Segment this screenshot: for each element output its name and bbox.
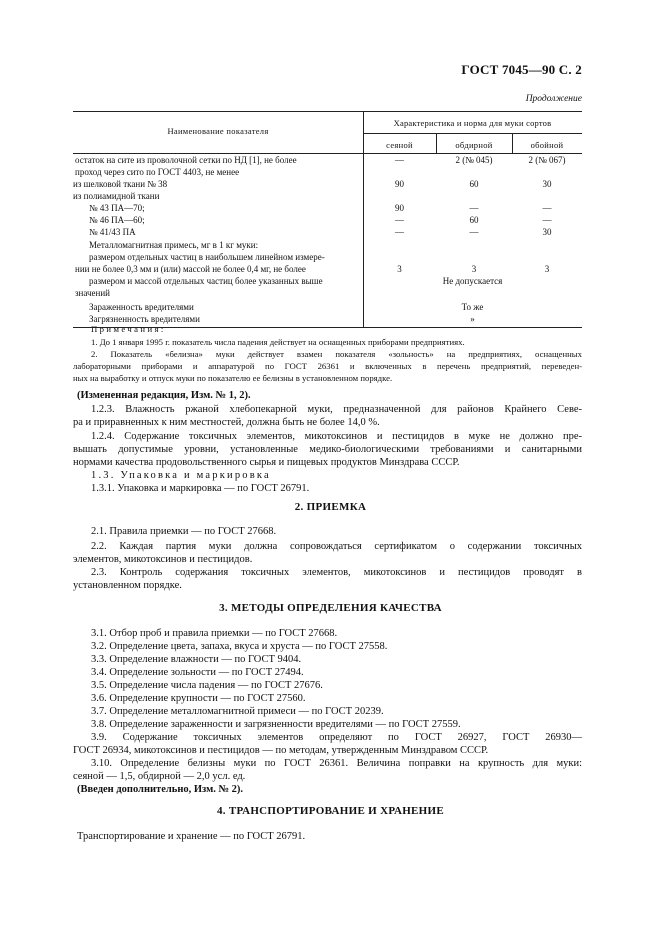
row-label: Зараженность вредителями — [89, 302, 194, 312]
table-divider — [363, 153, 364, 327]
table-row — [73, 166, 582, 178]
table-row — [73, 287, 582, 299]
para-3-10-line-1: 3.10. Определение белизны муки по ГОСТ 26361. Величина поправки на крупность для муки: — [91, 758, 582, 769]
para-3-6: 3.6. Определение крупности — по ГОСТ 27560. — [91, 693, 306, 704]
row-label: нии не более 0,3 мм и (или) массой не более 0,4 мг, не более — [75, 264, 306, 274]
cell-value: — — [395, 155, 404, 165]
para-1-2-3-line-1: 1.2.3. Влажность ржаной хлебопекарной муки, предназначенной для районов Крайнего Севе- — [91, 404, 582, 415]
para-3-8: 3.8. Определение зараженности и загрязненности вредителями — по ГОСТ 27559. — [91, 719, 461, 730]
row-label: № 43 ПА—70; — [89, 203, 145, 213]
cell-value: — — [542, 215, 552, 225]
cell-value: 90 — [395, 179, 404, 189]
page-header: ГОСТ 7045—90 С. 2 — [461, 62, 582, 77]
para-1-2-4-line-3: нормами качества продовольственного сырья и пищевых продуктов Минздрава СССР. — [73, 457, 460, 468]
column-header-oboynoy: обойной — [530, 140, 564, 150]
para-1-2-4-line-1: 1.2.4. Содержание токсичных элементов, микотоксинов и пестицидов в муке не должно пре- — [91, 431, 582, 442]
cell-value: 3 — [397, 264, 402, 274]
note-2-line-1: 2. Показатель «белизна» муки действует взамен показателя «зольность» на предприятиях, оснащенных — [91, 349, 582, 359]
cell-value: 30 — [542, 227, 552, 237]
cell-value: 3 — [471, 264, 477, 274]
para-3-1: 3.1. Отбор проб и правила приемки — по ГОСТ 27668. — [91, 628, 338, 639]
row-label: размером и массой отдельных частиц более указанных выше — [89, 276, 323, 286]
row-label: размером отдельных частиц в наибольшем линейном измере- — [89, 252, 325, 262]
subsection-1-3-title: 1.3. Упаковка и маркировка — [91, 470, 271, 481]
cell-value: 2 (№ 067) — [528, 155, 566, 165]
column-header-obdirnoy: обдирной — [455, 140, 493, 150]
cell-value: 60 — [469, 179, 479, 189]
para-3-4: 3.4. Определение зольности — по ГОСТ 27494. — [91, 667, 304, 678]
para-4: Транспортирование и хранение — по ГОСТ 26791. — [77, 831, 306, 842]
table-row — [73, 154, 582, 166]
para-3-5: 3.5. Определение числа падения — по ГОСТ 27676. — [91, 680, 323, 691]
table-row — [73, 190, 582, 202]
para-1-3-1: 1.3.1. Упаковка и маркировка — по ГОСТ 26791. — [91, 483, 310, 494]
row-label: № 41/43 ПА — [89, 227, 136, 237]
row-label: из полиамидной ткани — [73, 191, 160, 201]
row-label: Металломагнитная примесь, мг в 1 кг муки: — [89, 240, 259, 250]
section-4-heading: 4. ТРАНСПОРТИРОВАНИЕ И ХРАНЕНИЕ — [216, 805, 445, 817]
para-2-2-line-1: 2.2. Каждая партия муки должна сопровождаться сертификатом о содержании токсичных — [91, 541, 582, 552]
row-label: из шелковой ткани № 38 — [73, 179, 168, 189]
table-top-rule — [73, 111, 582, 112]
cell-value: 90 — [395, 203, 404, 213]
cell-value: 30 — [542, 179, 552, 189]
para-2-3-line-1: 2.3. Контроль содержания токсичных элементов, микотоксинов и пестицидов проводят в — [91, 567, 582, 578]
table-row — [73, 214, 582, 226]
para-3-2: 3.2. Определение цвета, запаха, вкуса и хруста — по ГОСТ 27558. — [91, 641, 388, 652]
note-2-line-3: ных на выработку и отпуск муки по показателю ее белизны в установленном порядке. — [73, 373, 393, 383]
cell-value: — — [395, 227, 404, 237]
edit-note-2: (Введен дополнительно, Изм. № 2). — [77, 784, 244, 795]
column-header-characteristic: Характеристика и норма для муки сортов — [393, 118, 552, 128]
cell-value: — — [395, 215, 404, 225]
table-row — [73, 239, 582, 251]
column-header-name: Наименование показателя — [167, 126, 269, 136]
para-3-9-line-1: 3.9. Содержание токсичных элементов определяют по ГОСТ 26927, ГОСТ 26930— — [91, 732, 582, 743]
table-sub-rule — [363, 133, 582, 134]
cell-value: 2 (№ 045) — [455, 155, 493, 165]
para-3-10-line-2: сеяной — 1,5, обдирной — 2,0 усл. ед. — [73, 771, 246, 782]
row-label: значений — [75, 288, 110, 298]
para-3-9-line-2: ГОСТ 26934, микотоксинов и пестицидов — по методам, утвержденным Минздравом СССР. — [73, 745, 489, 756]
notes-title: Примечания: — [91, 324, 166, 334]
cell-value-span: » — [470, 314, 475, 324]
table-row — [73, 178, 582, 190]
table-row — [73, 226, 582, 238]
table-row — [73, 301, 582, 313]
cell-value: — — [542, 203, 552, 213]
table-row — [73, 251, 582, 263]
column-header-seyanoy: сеяной — [386, 140, 413, 150]
continuation-label: Продолжение — [525, 94, 582, 104]
row-label: № 46 ПА—60; — [89, 215, 145, 225]
cell-value-span: Не допускается — [442, 276, 503, 286]
para-3-7: 3.7. Определение металломагнитной примеси — по ГОСТ 20239. — [91, 706, 384, 717]
para-2-1: 2.1. Правила приемки — по ГОСТ 27668. — [91, 526, 277, 537]
cell-value-span: То же — [461, 302, 484, 312]
cell-value: — — [469, 227, 479, 237]
para-2-3-line-2: установленном порядке. — [73, 580, 182, 591]
note-1: 1. До 1 января 1995 г. показатель числа падения действует на оснащенных приборами предприятиях. — [91, 337, 465, 347]
para-1-2-3-line-2: ра и приравненных к ним местностей, должна быть не более 14,0 %. — [73, 417, 380, 428]
row-label: проход через сито по ГОСТ 4403, не менее — [75, 167, 240, 177]
table-row — [73, 202, 582, 214]
row-label: Загрязненность вредителями — [89, 314, 200, 324]
section-2-heading: 2. ПРИЕМКА — [294, 501, 367, 513]
cell-value: 60 — [469, 215, 479, 225]
section-3-heading: 3. МЕТОДЫ ОПРЕДЕЛЕНИЯ КАЧЕСТВА — [219, 602, 442, 614]
table-row — [73, 263, 582, 275]
table-row — [73, 275, 582, 287]
para-2-2-line-2: элементов, микотоксинов и пестицидов. — [73, 554, 253, 565]
para-3-3: 3.3. Определение влажности — по ГОСТ 9404. — [91, 654, 302, 665]
note-2-line-2: лабораторными приборами и аппаратурой по ГОСТ 26361 и включенных в перечень предприятий, переведен- — [73, 361, 582, 371]
row-label: остаток на сите из проволочной сетки по НД [1], не более — [75, 155, 297, 165]
edit-note-1: (Измененная редакция, Изм. № 1, 2). — [77, 390, 251, 401]
cell-value: 3 — [544, 264, 550, 274]
para-1-2-4-line-2: вышать допустимые уровни, установленные медико-биологическими требованиями и санитарными — [73, 444, 582, 455]
cell-value: — — [469, 203, 479, 213]
